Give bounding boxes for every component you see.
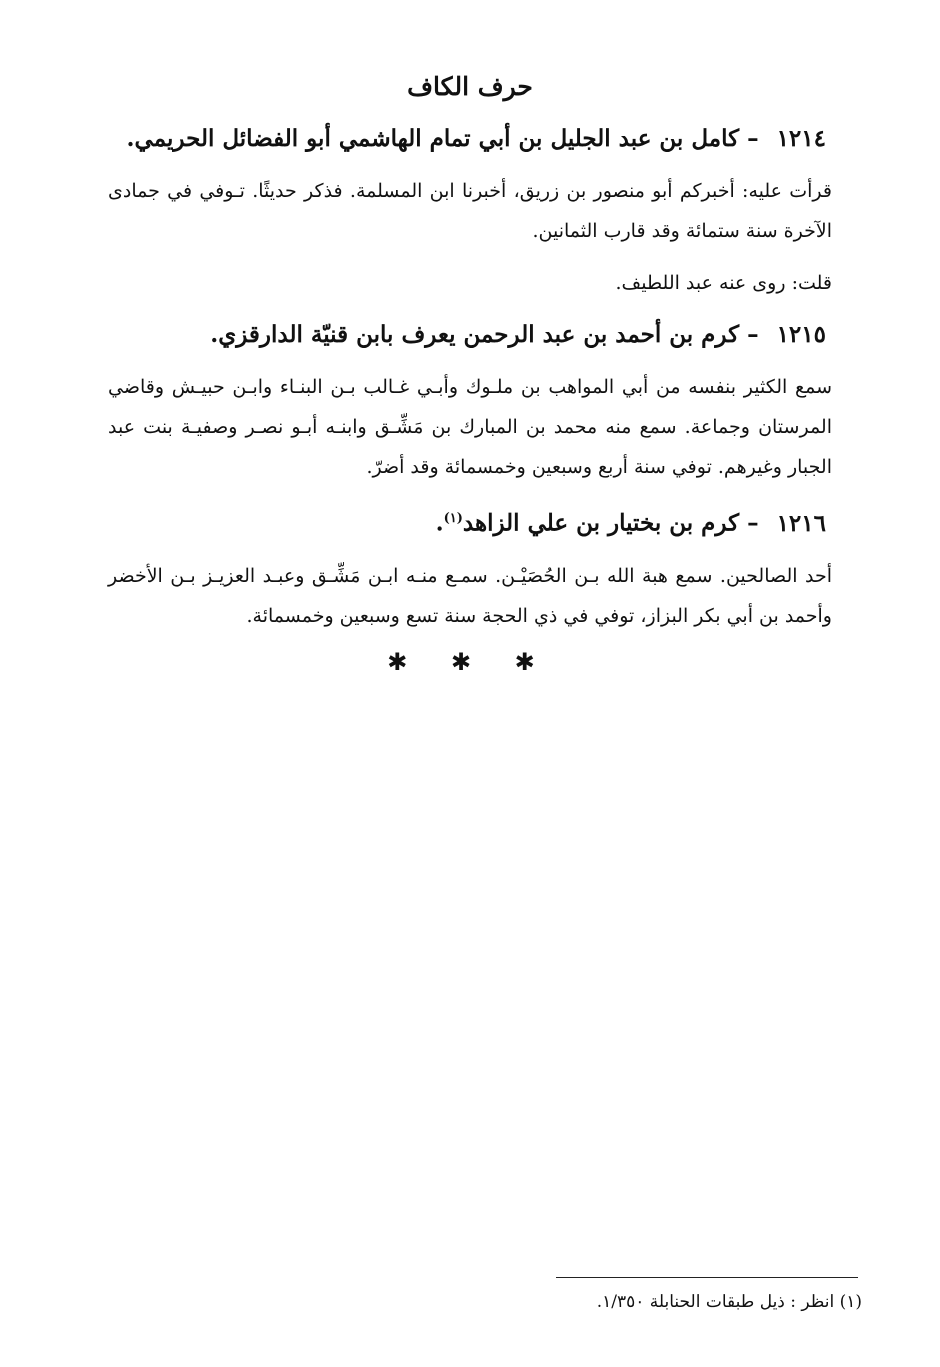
entry-heading	[108, 499, 832, 544]
entry-name-end: .	[435, 509, 444, 537]
entry-paragraph: سمع الكثير بنفسه من أبي المواهب بن ملـوك وأبـي غـالب بـن البنـاء وابـن حبيـش وقاضي المرستان وجماعة. سمع منه محمد بن المبارك بن مَشِّـق وابنـه أبـو نصـر وصفيـة بنت عبد الجبار وغيرهم. توفي سنة أربع وسبعين وخمسمائة وقد أضرّ.	[108, 376, 832, 478]
entry-name: كرم بن بختيار بن علي الزاهد	[462, 509, 740, 537]
entry-number: ١٢١٤	[776, 125, 826, 152]
footnote-reference: (١)	[443, 511, 463, 526]
entry-name: كرم بن أحمد بن عبد الرحمن يعرف بابن قنيّة الدارقزي.	[210, 321, 740, 348]
chapter-title: حرف الكاف	[407, 72, 533, 101]
entry-heading	[108, 119, 832, 159]
entry-dash: –	[747, 509, 759, 537]
footnote: (١) انظر : ذيل طبقات الحنابلة ١/٣٥٠.	[596, 1292, 862, 1312]
entry-dash: –	[747, 125, 759, 152]
entry-1215	[108, 315, 832, 487]
section-separator: ✱ ✱ ✱	[387, 647, 553, 676]
entry-number: ١٢١٦	[776, 509, 826, 537]
entry-paragraph: قلت: روى عنه عبد اللطيف.	[615, 272, 832, 294]
entry-1214	[108, 119, 832, 303]
footnote-divider	[556, 1277, 858, 1278]
entry-heading	[108, 315, 832, 355]
entry-number: ١٢١٥	[776, 321, 826, 348]
entry-1216	[108, 499, 832, 636]
entry-paragraph: أحد الصالحين. سمع هبة الله بـن الحُصَيْـن. سمـع منـه ابـن مَشِّـق وعبـد العزيـز بـن الأخضر وأحمد بن أبي بكر البزاز، توفي في ذي الحجة سنة تسع وسبعين وخمسمائة.	[108, 564, 832, 627]
entry-paragraph: قرأت عليه: أخبركم أبو منصور بن زريق، أخبرنا ابن المسلمة. فذكر حديثًا. تـوفي في جمادى الآخرة سنة ستمائة وقد قارب الثمانين.	[108, 180, 832, 242]
page-body	[108, 72, 832, 676]
entry-dash: –	[747, 321, 759, 348]
entry-name: كامل بن عبد الجليل بن أبي تمام الهاشمي أبو الفضائل الحريمي.	[126, 125, 740, 152]
